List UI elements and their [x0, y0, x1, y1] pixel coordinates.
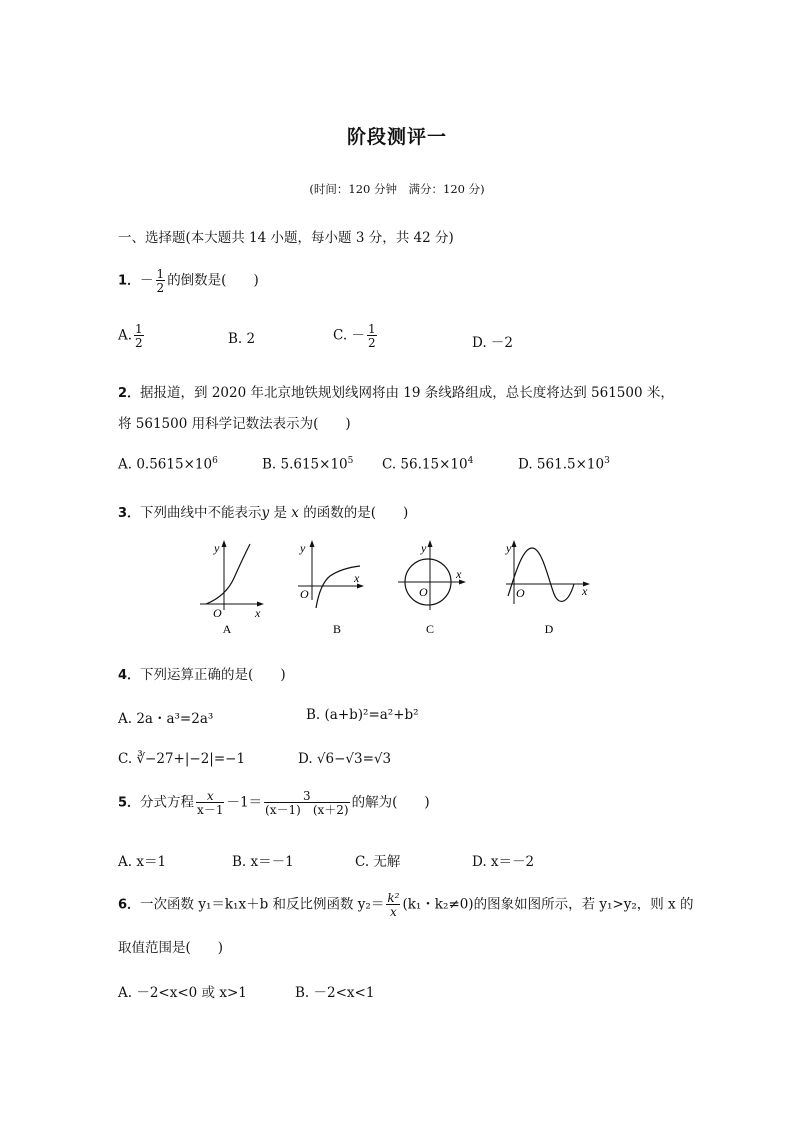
origin-label: O — [516, 586, 525, 600]
axis-label-x: x — [456, 567, 462, 581]
question-number: 5． — [118, 795, 141, 811]
question-3: 3．下列曲线中不能表示y 是 x 的函数的是( ) — [118, 505, 409, 521]
question-6-line-2: 取值范围是( ) — [118, 940, 224, 956]
graph-label: A — [222, 622, 232, 636]
option-a: A. 2a・a³=2a³ — [118, 711, 214, 727]
question-number: 1． — [118, 273, 141, 289]
option-d: D. $561.5\times 10^3$ — [518, 456, 610, 473]
axis-label-x: x — [255, 606, 261, 620]
axis-label-y: y — [421, 541, 427, 555]
question-number: 6． — [118, 897, 141, 913]
minus-sign: － — [140, 272, 154, 289]
option-b: B. x＝－1 — [232, 854, 294, 870]
axis-label-y: y — [214, 541, 220, 555]
question-number: 2． — [118, 386, 141, 401]
axis-label-y: y — [300, 541, 306, 555]
graph-a — [196, 538, 266, 636]
option-c: C. ∛−27+|−2|=−1 — [118, 751, 246, 767]
fraction: $\frac{1}{2}$ — [156, 267, 165, 295]
question-1 — [118, 268, 259, 294]
option-a: A. －2<x<0 或 x>1 — [118, 985, 247, 1001]
graph-label: B — [332, 622, 342, 636]
option-b: B. (a+b)²=a²+b² — [306, 707, 419, 723]
option-c: C. 无解 — [355, 854, 401, 870]
option-d: D. x＝－2 — [472, 854, 535, 870]
section-heading: 一、选择题(本大题共 14 小题，每小题 3 分，共 42 分) — [118, 230, 454, 246]
y-arrow-icon — [310, 540, 315, 547]
question-6: 6．一次函数 y₁＝k₁x＋b 和反比例函数 y₂＝ $\frac{\text{k²}}{x}$ (k₁・k₂≠0)的图象如图所示，若 y₁>y₂，则 x 的 — [118, 891, 694, 919]
question-4: 4．下列运算正确的是( ) — [118, 667, 286, 683]
graph-label: D — [544, 622, 554, 636]
option-a: A. $0.5615\times 10^6$ — [118, 456, 218, 473]
option-b: B. 2 — [228, 331, 256, 347]
exam-info: (时间：120 分钟 满分：120 分) — [309, 182, 485, 196]
page-title: 阶段测评一 — [346, 126, 447, 148]
axis-label-x: x — [354, 571, 360, 585]
option-a: A. x＝1 — [118, 854, 167, 870]
axis-label-x: x — [582, 584, 588, 598]
curve — [206, 544, 250, 604]
fraction: $\frac{x}{x-1}$ — [197, 789, 224, 817]
axis-label-y: y — [506, 541, 512, 555]
origin-label: O — [300, 587, 309, 601]
question-number: 3． — [118, 506, 141, 521]
fraction: $\frac{\text{k²}}{x}$ — [387, 891, 400, 919]
y-arrow-icon — [428, 540, 433, 547]
question-number: 4． — [118, 668, 141, 683]
origin-label: O — [419, 585, 428, 599]
question-2: 2．据报道，到 2020 年北京地铁规划线网将由 19 条线路组成，总长度将达到 561500 米， — [118, 385, 674, 401]
option-b: B. －2<x<1 — [295, 985, 375, 1001]
option-a: A. $\frac{1}{2}$ — [118, 322, 143, 350]
graph-d — [502, 538, 594, 636]
option-b: B. $5.615\times 10^5$ — [262, 456, 354, 473]
graph-c — [394, 538, 470, 636]
question-text: 的倒数是( ) — [167, 272, 259, 289]
option-d: D. √6−√3=√3 — [298, 751, 392, 767]
option-c: C. $56.15\times 10^4$ — [382, 456, 474, 473]
y-arrow-icon — [512, 540, 517, 547]
option-d: D. －2 — [472, 335, 514, 351]
y-arrow-icon — [222, 540, 227, 547]
option-c: C. － $\frac{1}{2}$ — [333, 322, 376, 350]
origin-label: O — [213, 606, 222, 620]
question-2-line-2: 将 561500 用科学记数法表示为( ) — [118, 416, 351, 432]
graph-b — [294, 538, 366, 636]
question-5: 5．分式方程 $\frac{x}{x-1}$ －1＝ $\frac{3}{(x-1) (x+2)}$ 的解为( ) — [118, 789, 430, 817]
graph-label: C — [425, 622, 435, 636]
fraction: $\frac{3}{(x-1) (x+2)}$ — [265, 789, 349, 817]
